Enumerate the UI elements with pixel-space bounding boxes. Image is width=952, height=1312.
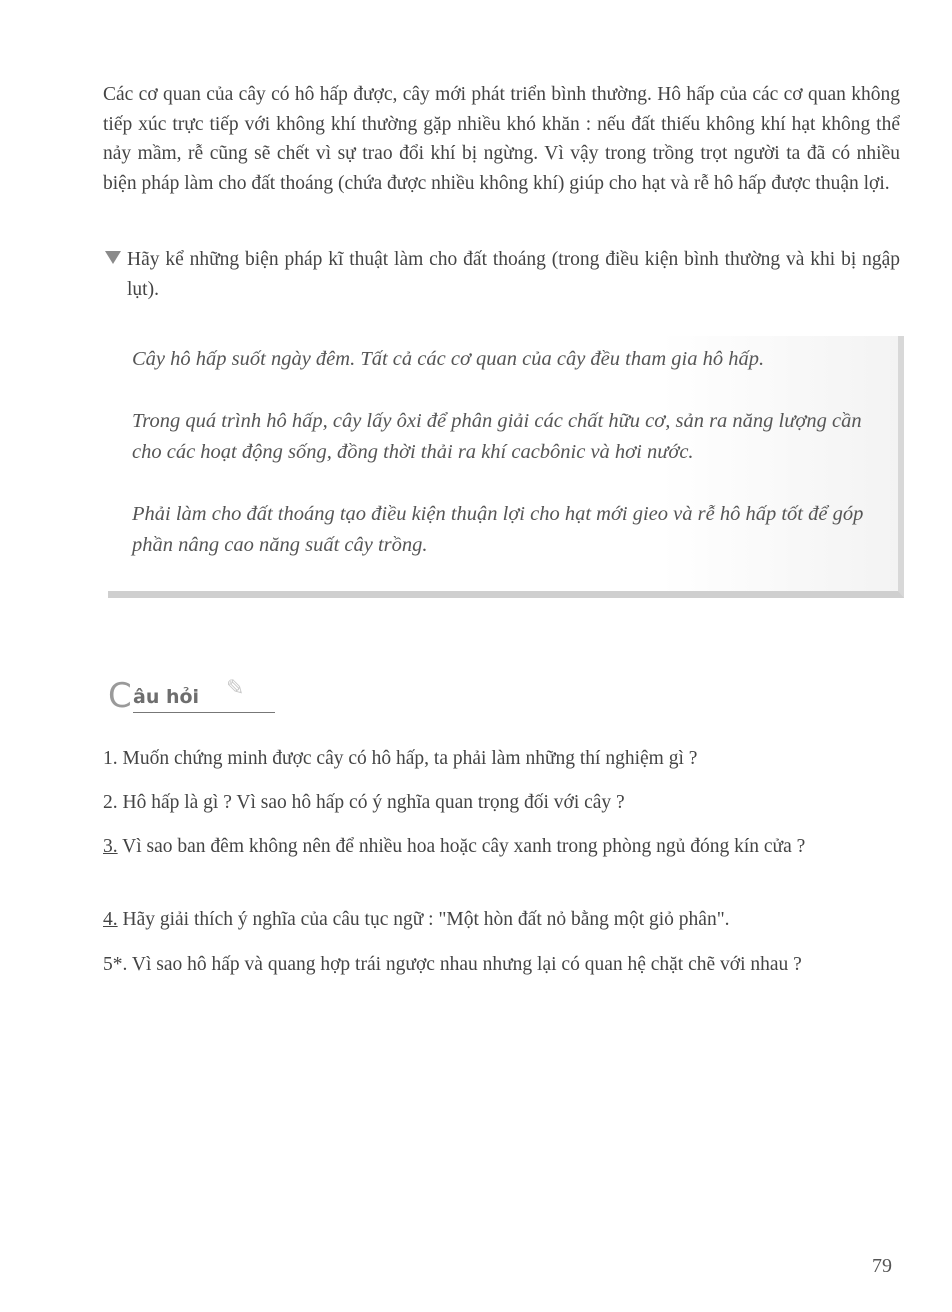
question-text: Muốn chứng minh được cây có hô hấp, ta phải làm những thí nghiệm gì ? — [122, 748, 698, 769]
question-item — [103, 905, 903, 935]
summary-paragraph-2: Trong quá trình hô hấp, cây lấy ôxi để phân giải các chất hữu cơ, sản ra năng lượng cần cho các hoạt động sống, đồng thời thải ra khí cacbônic và hơi nước. — [132, 410, 862, 463]
question-item — [103, 744, 903, 774]
question-number: 2. — [103, 792, 118, 813]
question-text: Hô hấp là gì ? Vì sao hô hấp có ý nghĩa quan trọng đối với cây ? — [122, 792, 625, 813]
questions-heading — [108, 676, 278, 720]
question-item — [103, 950, 903, 980]
heading-underline — [133, 712, 275, 713]
question-item — [103, 788, 903, 818]
heading-initial: C — [108, 676, 132, 716]
question-number: 1. — [103, 748, 118, 769]
summary-paragraph-3: Phải làm cho đất thoáng tạo điều kiện thuận lợi cho hạt mới gieo và rễ hô hấp tốt để góp phần nâng cao năng suất cây trồng. — [132, 503, 864, 556]
summary-box — [108, 336, 904, 598]
page-number: 79 — [872, 1255, 892, 1277]
pencil-decoration-icon: ✎ — [226, 676, 245, 701]
task-text: Hãy kể những biện pháp kĩ thuật làm cho đất thoáng (trong điều kiện bình thường và khi bị ngập lụt). — [127, 249, 900, 300]
question-text: Vì sao hô hấp và quang hợp trái ngược nhau nhưng lại có quan hệ chặt chẽ với nhau ? — [131, 954, 802, 975]
question-number: 5*. — [103, 954, 128, 975]
question-text: Vì sao ban đêm không nên để nhiều hoa hoặc cây xanh trong phòng ngủ đóng kín cửa ? — [122, 836, 806, 857]
question-number: 4. — [103, 909, 118, 930]
intro-paragraph: Các cơ quan của cây có hô hấp được, cây mới phát triển bình thường. Hô hấp của các cơ quan không tiếp xúc trực tiếp với không khí thường gặp nhiều khó khăn : nếu đất thiếu không khí hạt không thể nảy mầm, rễ cũng sẽ chết vì sự trao đổi khí bị ngừng. Vì vậy trong trồng trọt người ta đã có nhiều biện pháp làm cho đất thoáng (chứa được nhiều không khí) giúp cho hạt và rễ hô hấp được thuận lợi. — [103, 84, 900, 194]
question-text: Hãy giải thích ý nghĩa của câu tục ngữ : "Một hòn đất nỏ bằng một giỏ phân". — [122, 909, 730, 930]
heading-title: âu hỏi — [133, 686, 200, 708]
task-prompt — [103, 245, 900, 304]
triangle-marker-icon — [105, 251, 121, 264]
summary-paragraph-1: Cây hô hấp suốt ngày đêm. Tất cả các cơ quan của cây đều tham gia hô hấp. — [132, 348, 765, 370]
question-number: 3. — [103, 836, 118, 857]
question-item — [103, 832, 903, 862]
